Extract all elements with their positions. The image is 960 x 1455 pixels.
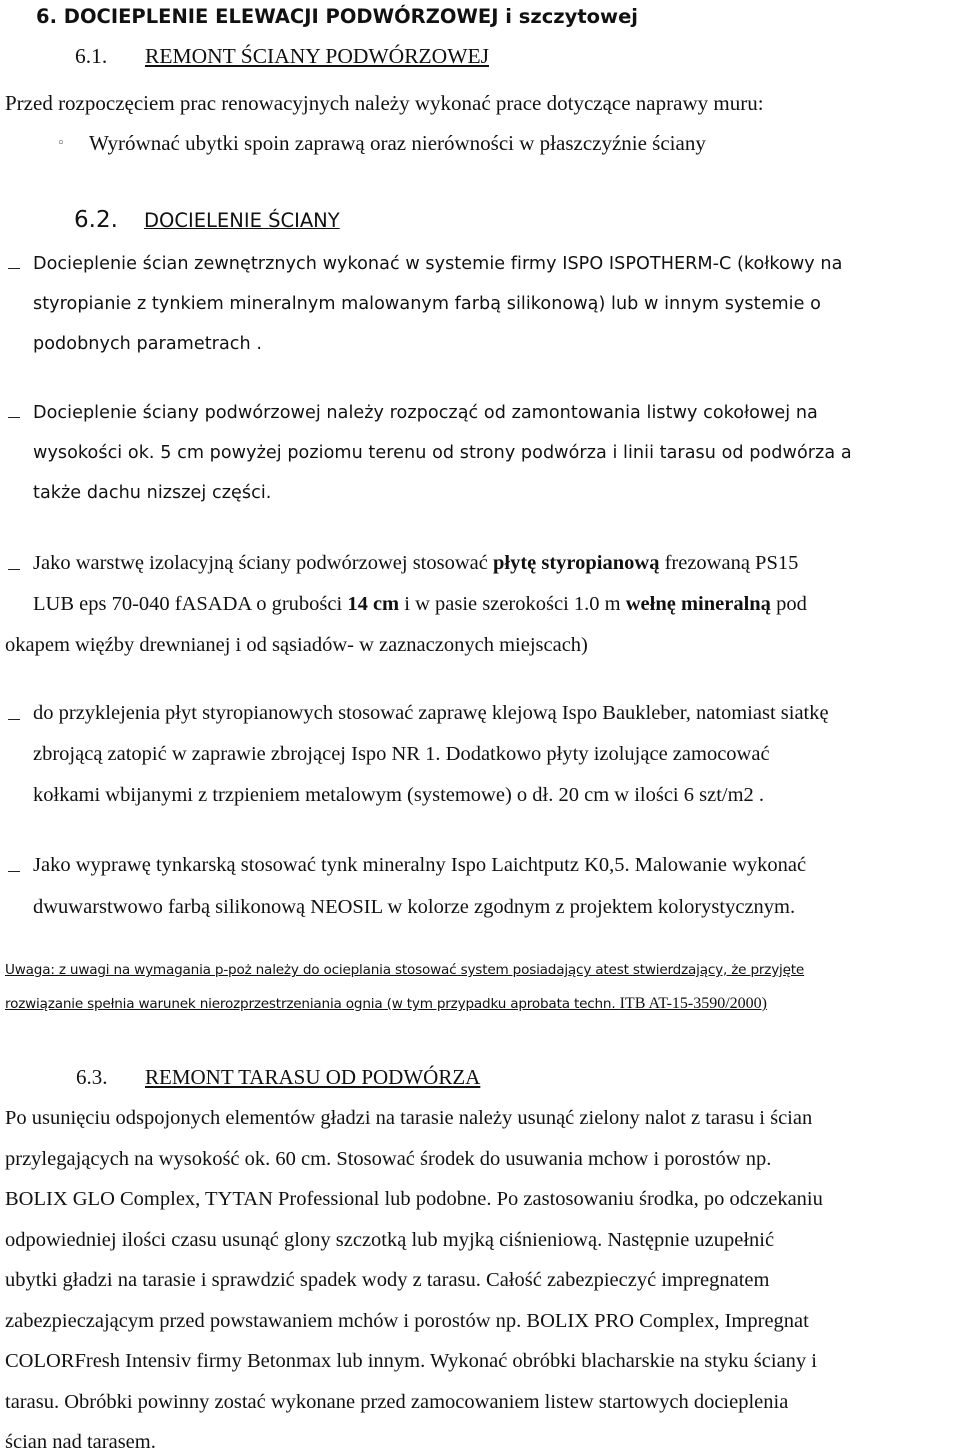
subsection-heading-6-2 — [74, 207, 340, 233]
list-line: Jako wyprawę tynkarską stosować tynk mineralny Ispo Laichtputz K0,5. Malowanie wykonać — [33, 854, 807, 876]
paragraph-line: tarasu. Obróbki powinny zostać wykonane przed zamocowaniem listew startowych docieplenia — [5, 1391, 789, 1413]
text-run: Jako warstwę izolacyjną ściany podwórzowej stosować — [33, 552, 493, 574]
dash-bullet-icon — [8, 569, 20, 570]
list-line: kołkami wbijanymi z trzpieniem metalowym (systemowe) o dł. 20 cm w ilości 6 szt/m2 . — [33, 784, 765, 806]
subsection-title: REMONT TARASU OD PODWÓRZA — [145, 1065, 481, 1089]
text-run: pod — [770, 593, 807, 615]
dash-bullet-icon — [8, 417, 20, 418]
bold-text-run: wełnę mineralną — [625, 593, 771, 615]
list-line: do przyklejenia płyt styropianowych stosować zaprawę klejową Ispo Baukleber, natomiast siatkę — [33, 702, 829, 724]
subsection-heading-6-1 — [75, 44, 489, 69]
list-line — [33, 552, 798, 575]
subsection-number: 6.1. — [75, 44, 108, 68]
circle-bullet-icon: ◦ — [57, 136, 65, 151]
text-run: ITB AT-15-3590/2000) — [619, 995, 767, 1012]
list-line: także dachu nizszej części. — [33, 483, 272, 503]
dash-bullet-icon — [8, 871, 20, 872]
list-line: styropianie z tynkiem mineralnym malowanym farbą silikonową) lub w innym systemie o — [33, 294, 821, 314]
note-line-1: Uwaga: z uwagi na wymagania p-poż należy do ocieplania stosować system posiadający atest stwierdzający, że przyjęte — [5, 962, 805, 978]
dash-bullet-icon — [8, 268, 20, 269]
section-heading-6: 6. DOCIEPLENIE ELEWACJI PODWÓRZOWEJ i szczytowej — [36, 5, 638, 28]
bold-text-run: płytę styropianową — [492, 552, 660, 574]
paragraph-line: odpowiedniej ilości czasu usunąć glony szczotką lub myjką ciśnieniową. Następnie uzupełnić — [5, 1229, 775, 1251]
intro-paragraph: Przed rozpoczęciem prac renowacyjnych należy wykonać prace dotyczące naprawy muru: — [5, 91, 764, 115]
list-line: Docieplenie ściany podwórzowej należy rozpocząć od zamontowania listwy cokołowej na — [33, 403, 818, 423]
list-line — [33, 593, 807, 616]
paragraph-line: ścian nad tarasem. — [5, 1431, 156, 1453]
list-line: okapem więźby drewnianej i od sąsiadów- w zaznaczonych miejscach) — [5, 634, 588, 656]
paragraph-line: COLORFresh Intensiv firmy Betonmax lub innym. Wykonać obróbki blacharskie na styku ściany i — [5, 1350, 817, 1372]
paragraph-line: Po usunięciu odspojonych elementów gładzi na tarasie należy usunąć zielony nalot z tarasu i ścian — [5, 1107, 813, 1129]
list-line: Docieplenie ścian zewnętrznych wykonać w systemie firmy ISPO ISPOTHERM-C (kołkowy na — [33, 254, 843, 274]
note-line-2 — [5, 995, 767, 1013]
paragraph-line: ubytki gładzi na tarasie i sprawdzić spadek wody z tarasu. Całość zabezpieczyć impregnatem — [5, 1269, 770, 1291]
paragraph-line: BOLIX GLO Complex, TYTAN Professional lub podobne. Po zastosowaniu środka, po odczekaniu — [5, 1188, 823, 1210]
list-line: podobnych parametrach . — [33, 334, 263, 354]
text-run: i w pasie szerokości 1.0 m — [399, 593, 626, 615]
paragraph-line: przylegających na wysokość ok. 60 cm. Stosować środek do usuwania mchow i porostów np. — [5, 1148, 772, 1170]
list-line: zbrojącą zatopić w zaprawie zbrojącej Ispo NR 1. Dodatkowo płyty izolujące zamocować — [33, 743, 770, 765]
dash-bullet-icon — [8, 719, 20, 720]
list-line: wysokości ok. 5 cm powyżej poziomu terenu od strony podwórza i linii tarasu od podwórza a — [33, 443, 852, 463]
subsection-heading-6-3 — [76, 1065, 480, 1090]
list-line: dwuwarstwowo farbą silikonową NEOSIL w kolorze zgodnym z projektem kolorystycznym. — [33, 896, 796, 918]
subsection-title: DOCIELENIE ŚCIANY — [144, 209, 340, 232]
text-run: LUB eps 70-040 fASADA o grubości — [33, 593, 348, 615]
text-run: frezowaną PS15 — [659, 552, 799, 574]
paragraph-line: zabezpieczającym przed powstawaniem mchów i porostów np. BOLIX PRO Complex, Impregnat — [5, 1310, 809, 1332]
bullet-text: Wyrównać ubytki spoin zaprawą oraz nierówności w płaszczyźnie ściany — [89, 131, 706, 155]
subsection-number: 6.2. — [74, 207, 118, 233]
text-run: rozwiązanie spełnia warunek nierozprzestrzeniania ognia (w tym przypadku aprobata techn. — [5, 996, 620, 1012]
subsection-number: 6.3. — [76, 1065, 108, 1089]
subsection-title: REMONT ŚCIANY PODWÓRZOWEJ — [145, 44, 489, 68]
bullet-item — [57, 131, 706, 156]
bold-text-run: 14 cm — [347, 593, 400, 615]
